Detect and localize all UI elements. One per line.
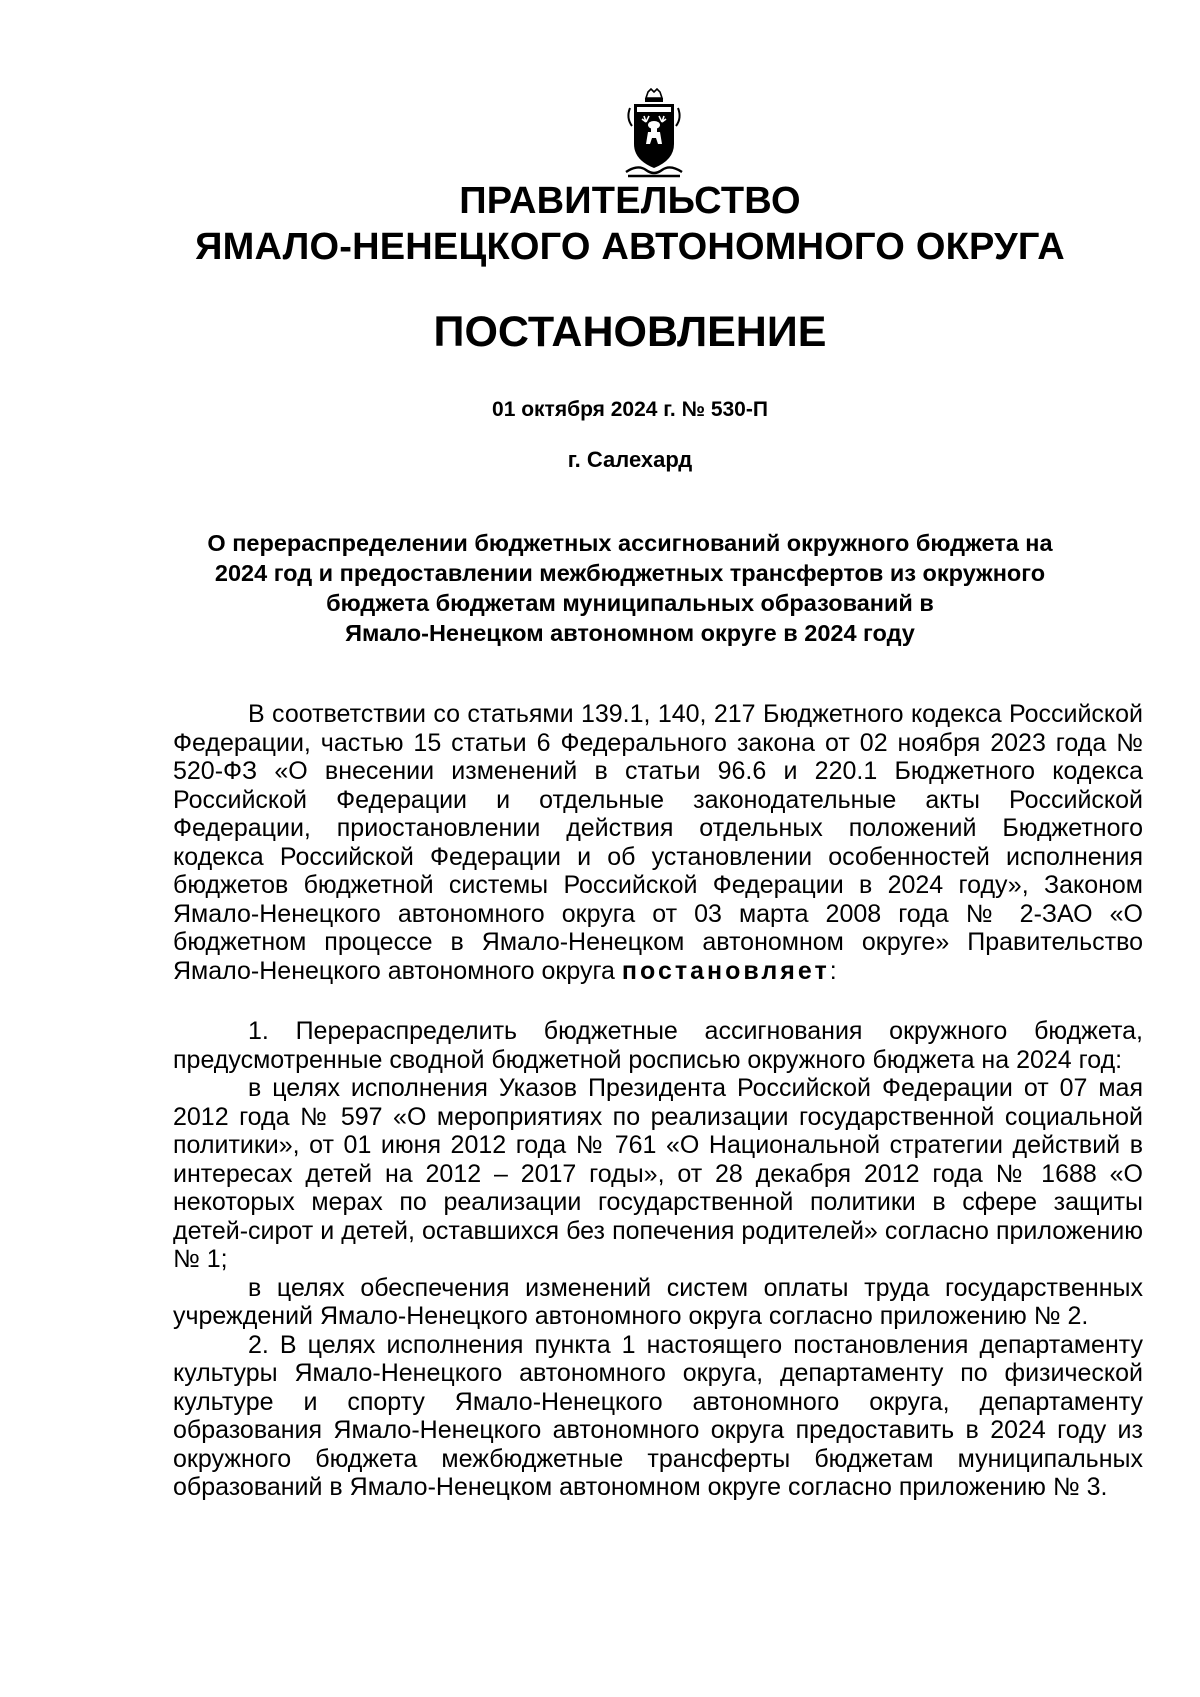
government-title-line-2: ЯМАЛО-НЕНЕЦКОГО АВТОНОМНОГО ОКРУГА — [195, 226, 1065, 268]
subject-line-2: 2024 год и предоставлении межбюджетных трансфертов из окружного — [214, 560, 1046, 586]
resolves-suffix: : — [829, 956, 837, 985]
item-1-b-paragraph: в целях обеспечения изменений систем оплаты труда государственных учреждений Ямало-Ненецкого автономного округа согласно приложению № 2. — [173, 1273, 1143, 1330]
item-1-a-paragraph: в целях исполнения Указов Президента Российской Федерации от 07 мая 2012 года № 597 «О мероприятиях по реализации государственной социальной политики», от 01 июня 2012 года № 761 «О Национальной стратегии действий в интересах детей на 2012 – 2017 годы», от 28 декабря 2012 года № 1688 «О некоторых мерах по реализации государственной политики в сфере защиты детей-сирот и детей, оставшихся без попечения родителей» согласно приложению № 1; — [173, 1074, 1143, 1273]
subject-line-3: бюджета бюджетам муниципальных образований в — [326, 590, 934, 616]
subject-line-4: Ямало-Ненецком автономном округе в 2024 году — [345, 620, 915, 646]
document-body — [173, 700, 1143, 1502]
preamble-text: В соответствии со статьями 139.1, 140, 217 Бюджетного кодекса Российской Федерации, частью 15 статьи 6 Федерального закона от 02 ноября 2023 года № 520-ФЗ «О внесении изменений в статьи 96.6 и 220.1 Бюджетного кодекса Российской Федерации и отдельные законодательные акты Российской Федерации, приостановлении действия отдельных положений Бюджетного кодекса Российской Федерации и об установлении особенностей исполнения бюджетов бюджетной системы Российской Федерации в 2024 году», Законом Ямало-Ненецкого автономного округа от 03 марта 2008 года № 2-ЗАО «О бюджетном процессе в Ямало-Ненецком автономном округе» Правительство Ямало-Ненецкого автономного округа — [173, 700, 1143, 985]
document-type: ПОСТАНОВЛЕНИЕ — [433, 308, 827, 356]
yamal-nenets-coat-of-arms-icon — [622, 88, 686, 180]
government-title-line-1: ПРАВИТЕЛЬСТВО — [459, 180, 801, 222]
subject-line-1: О перераспределении бюджетных ассигнований окружного бюджета на — [207, 530, 1053, 556]
document-subject — [160, 528, 1100, 648]
item-1-paragraph: 1. Перераспределить бюджетные ассигнования окружного бюджета, предусмотренные сводной бюджетной росписью окружного бюджета на 2024 год: — [173, 1017, 1143, 1074]
resolves-word: постановляет — [621, 956, 830, 985]
government-title — [150, 178, 1110, 270]
preamble-paragraph — [173, 700, 1143, 985]
item-2-paragraph: 2. В целях исполнения пункта 1 настоящего постановления департаменту культуры Ямало-Ненецкого автономного округа, департаменту по физической культуре и спорту Ямало-Ненецкого автономного округа, департаменту образования Ямало-Ненецкого автономного округа предоставить в 2024 году из окружного бюджета межбюджетные трансферты бюджетам муниципальных образований в Ямало-Ненецком автономном округе согласно приложению № 3. — [173, 1330, 1143, 1501]
document-date-number: 01 октября 2024 г. № 530-П — [492, 398, 768, 421]
document-city: г. Салехард — [567, 447, 693, 472]
